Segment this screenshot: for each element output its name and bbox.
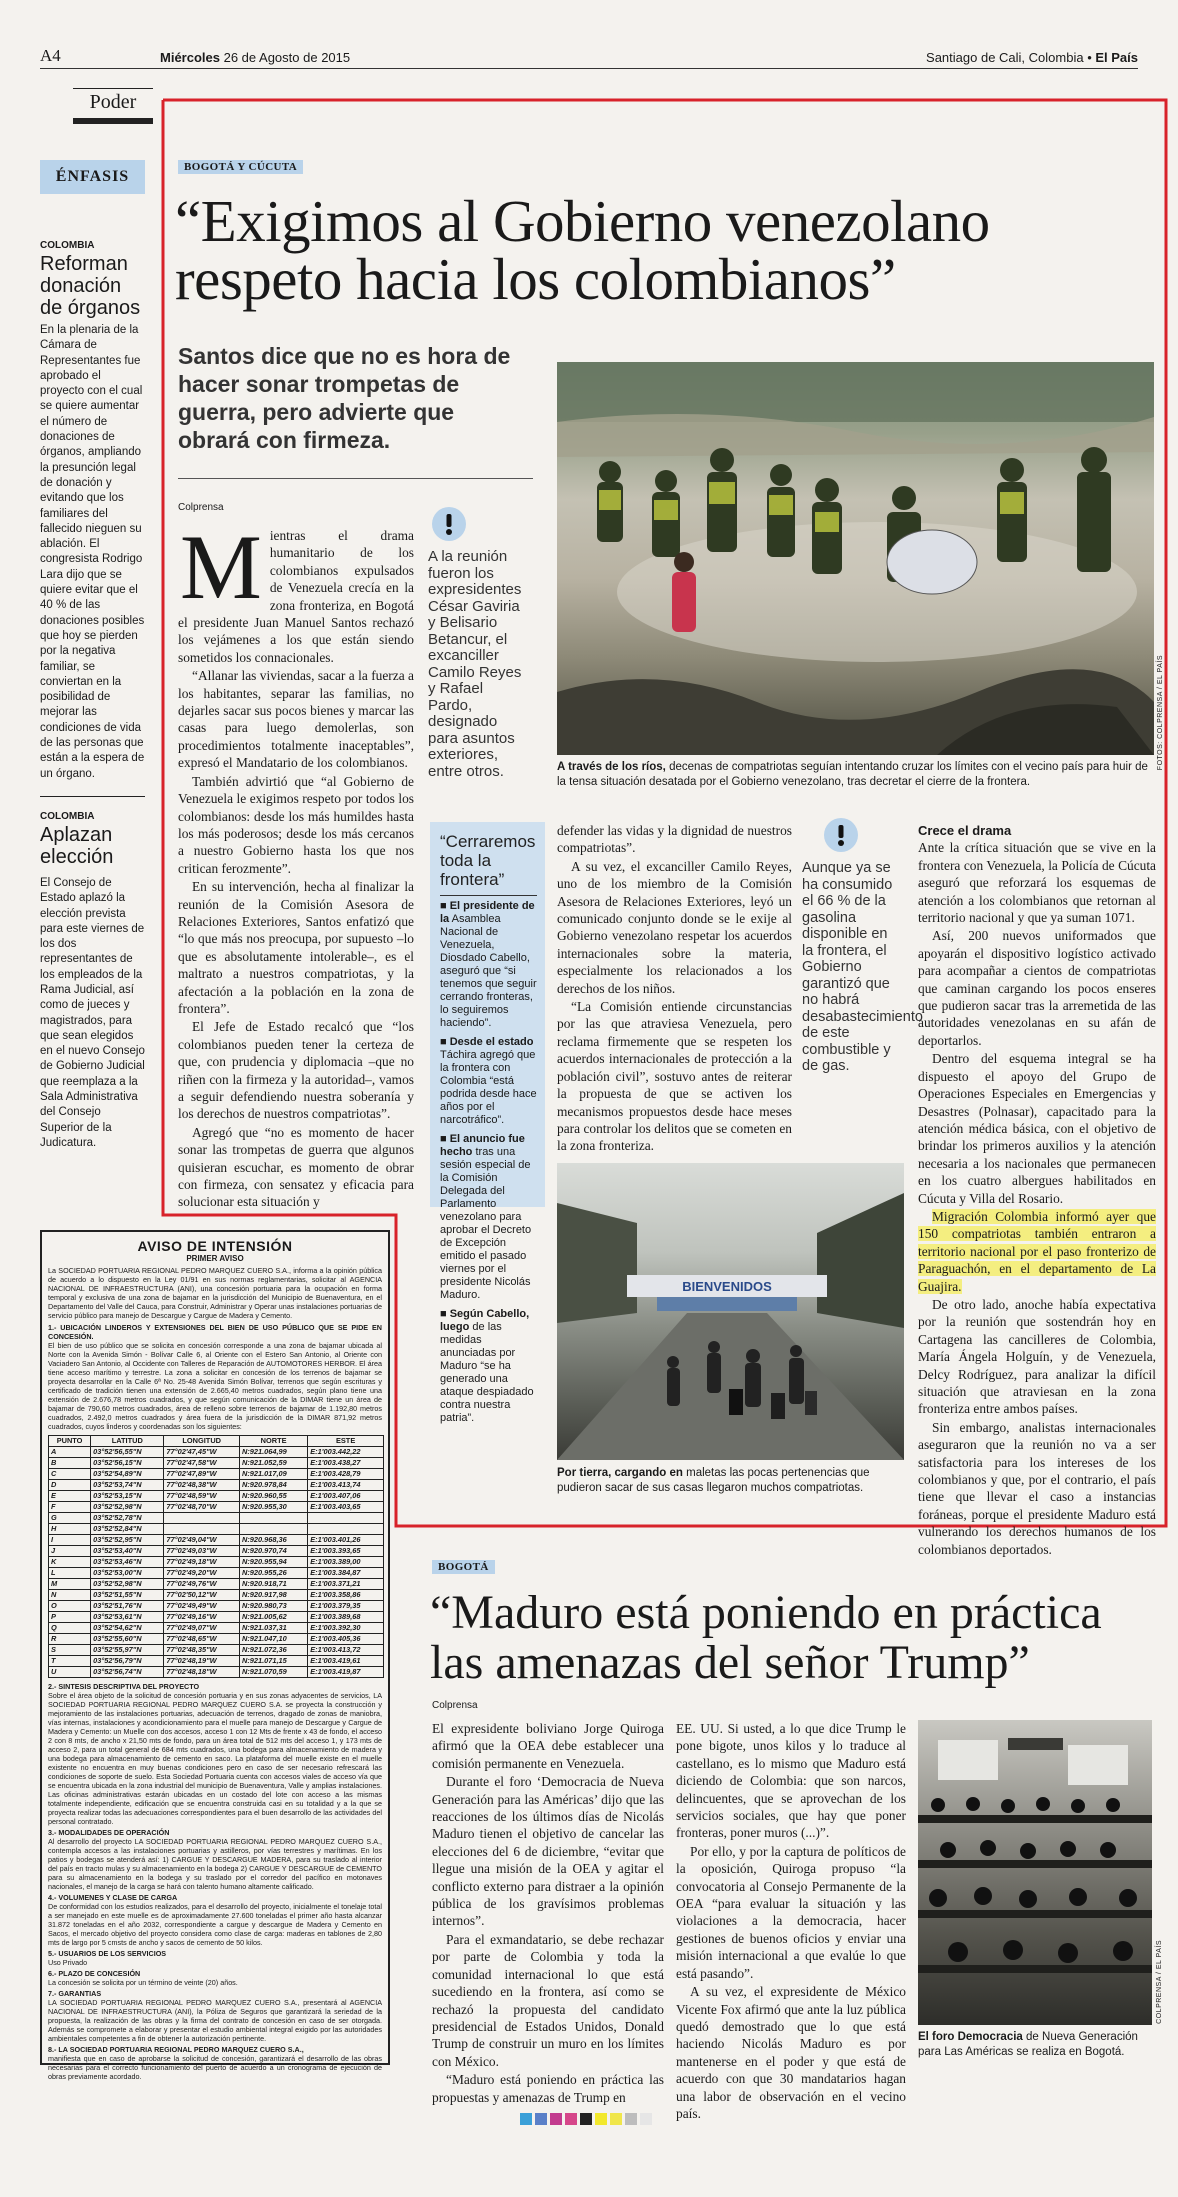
notice-section-title: 2.- SINTESIS DESCRIPTIVA DEL PROYECTO xyxy=(48,1682,200,1691)
table-cell: E:1'003.358,86 xyxy=(308,1590,384,1601)
table-cell: I xyxy=(49,1535,91,1546)
table-cell: 03°52'51,76"N xyxy=(91,1601,164,1612)
table-row xyxy=(49,1458,384,1469)
quote-box-item xyxy=(440,1133,537,1302)
table-cell: E:1'003.405,36 xyxy=(308,1634,384,1645)
photo2-caption xyxy=(557,1466,902,1496)
table-cell: E:1'003.379,35 xyxy=(308,1601,384,1612)
paragraph: “La Comisión entiende circunstancias por las que atraviesa Venezuela, pero reclama firmemente que se respeten los acuerdos internacionales de protección a la población civil”, sostuvo antes de reiterar la propuesta de que se activen los mecanismos propuestos desde hace meses para controlar los delitos que se cometen en la zona fronteriza. xyxy=(557,999,792,1154)
table-cell: L xyxy=(49,1568,91,1579)
info-icon xyxy=(824,818,858,852)
color-swatch xyxy=(580,2113,592,2125)
table-cell: 03°52'53,40"N xyxy=(91,1546,164,1557)
fact-box-1 xyxy=(428,507,528,780)
quote-box-item-text: Asamblea Nacional de Venezuela, Diosdado Cabello, aseguró que “si tenemos que seguir cerrando fronteras, lo seguiremos haciendo”. xyxy=(440,913,537,1029)
notice-section-title: 7.- GARANTIAS xyxy=(48,1989,102,1998)
legal-notice xyxy=(40,1230,390,2081)
fact-box-2 xyxy=(802,818,923,1075)
notice-section-text: De conformidad con los estudios realizados, para el desarrollo del proyecto, inicialmente el tonelaje total a ser manejado en este muelle es de aproximadamente 27.600 toneladas el primer año hasta alcanzar 31.872 toneladas en el año 2032, correspondiente a cargue y descargue de Madera y Cemento en Sacos, el mercado objetivo del proyecto considera como clase de carga: maderas en tablones de 2,80 mts de largo por 5 cmsts de ancho y sacos de cemento de 50 kilos. xyxy=(48,1902,382,1947)
table-cell: 03°52'53,00"N xyxy=(91,1568,164,1579)
table-row xyxy=(49,1557,384,1568)
table-cell: E:1'003.401,26 xyxy=(308,1535,384,1546)
table-cell: N:920.955,94 xyxy=(239,1557,307,1568)
table-cell: E:1'003.407,06 xyxy=(308,1491,384,1502)
issue-date xyxy=(160,50,350,65)
brand: El País xyxy=(1095,50,1138,65)
sidebar-item-tag: COLOMBIA xyxy=(40,810,95,822)
table-cell: 77°02'48,35"W xyxy=(164,1645,240,1656)
table-cell: N:921.072,36 xyxy=(239,1645,307,1656)
table-cell: E:1'003.393,65 xyxy=(308,1546,384,1557)
paragraph: Agregó que “no es momento de hacer sonar las trompetas de guerra que algunos quisieran escuchar, es momento de obrar con firmeza, con sensatez y eficacia para solucionar esta situación y xyxy=(178,1124,414,1210)
section-label xyxy=(73,88,153,124)
table-cell: E:1'003.419,87 xyxy=(308,1667,384,1678)
sidebar-item-tag: COLOMBIA xyxy=(40,240,95,251)
notice-section1-text: El bien de uso público que se solicita en concesión corresponde a una zona de bajamar ubicada al Norte con la Avenida Simón - Bolívar Calle 6, al Oriente con el Estero San Antonio, al Oriente con Vaciadero San Antonio, al Occidente con Talleres de Reparación de AUTOMOTORES HERBOR. El área tiene acceso marítimo y terrestre. La zona a solicitar en concesión de los terrenos de bajamar se proyecta desarrollar en la Calle 6ª No. 25-48 Avenida Simón Bolívar, terrenos que según escrituras y certificado de tradición tienen una extensión de 2.665,40 metros cuadrados, según plano tiene una extensión de 2.676,78 metros cuadrados, y que según comunicación de la DIMAR tiene un área de bajamar de 790,60 metros cuadrados, área de relleno sobre terrenos de bajamar de 1.192,80 metros cuadrados, 2.492,0 metros cuadrados y área fuera de la jurisdicción de la DIMAR 871,92 metros cuadrados, cuyos linderos y coordenadas son los siguientes: xyxy=(48,1341,382,1431)
notice-section-title: 3.- MODALIDADES DE OPERACIÓN xyxy=(48,1828,170,1837)
table-cell: F xyxy=(49,1502,91,1513)
table-cell: B xyxy=(49,1458,91,1469)
table-cell: N:920.918,71 xyxy=(239,1579,307,1590)
table-cell: 03°52'53,61"N xyxy=(91,1612,164,1623)
table-cell: 77°02'50,12"W xyxy=(164,1590,240,1601)
quote-box-item-bold: ■ El anuncio fue hecho xyxy=(440,1133,525,1158)
notice-section1-title: 1.- UBICACIÓN LINDEROS Y EXTENSIONES DEL BIEN DE USO PÚBLICO QUE SE PIDE EN CONCESIÓN. xyxy=(48,1323,382,1341)
table-cell: E:1'003.413,72 xyxy=(308,1645,384,1656)
table-cell: N:921.064,99 xyxy=(239,1447,307,1458)
table-cell: 03°52'52,98"N xyxy=(91,1502,164,1513)
article2-headline xyxy=(430,1588,1170,1688)
table-cell: O xyxy=(49,1601,91,1612)
article1-headline-line1: “Exigimos al Gobierno venezolano xyxy=(175,188,990,254)
sidebar-item xyxy=(40,240,145,782)
table-cell: 03°52'56,79"N xyxy=(91,1656,164,1667)
article2-headline-line2: las amenazas del señor Trump” xyxy=(430,1636,1030,1689)
photo1-caption-lead: A través de los ríos, xyxy=(557,761,666,773)
paragraph: Así, 200 nuevos uniformados que apoyarán el dispositivo logístico activado para acompañar a cientos de compatriotas que caminan cargando los pocos enseres que pudieron sacar tras la arremetida de las autoridades venezolanas en su afán de deportarlos. xyxy=(918,928,1156,1048)
color-swatch xyxy=(595,2113,607,2125)
table-cell: 77°02'48,59"W xyxy=(164,1491,240,1502)
notice-section-title: 8.- LA SOCIEDAD PORTUARIA REGIONAL PEDRO MARQUEZ CUERO S.A., xyxy=(48,2045,304,2054)
table-cell: 77°02'49,18"W xyxy=(164,1557,240,1568)
table-cell xyxy=(308,1524,384,1535)
table-cell: 77°02'49,20"W xyxy=(164,1568,240,1579)
table-row xyxy=(49,1447,384,1458)
table-row xyxy=(49,1480,384,1491)
subhead-rule xyxy=(178,478,533,479)
table-cell: 03°52'54,89"N xyxy=(91,1469,164,1480)
coordinates-table xyxy=(48,1435,384,1678)
article2-kicker: BOGOTÁ xyxy=(432,1560,495,1574)
table-cell: 03°52'56,74"N xyxy=(91,1667,164,1678)
table-cell: U xyxy=(49,1667,91,1678)
article1-subhead: Santos dice que no es hora de hacer sonar trompetas de guerra, pero advierte que obrará con firmeza. xyxy=(178,343,511,453)
sidebar-item xyxy=(40,811,145,1151)
table-cell: N:921.070,59 xyxy=(239,1667,307,1678)
color-swatch xyxy=(565,2113,577,2125)
table-cell: E:1'003.442,22 xyxy=(308,1447,384,1458)
paragraph: “Maduro está poniendo en práctica las propuestas y amenazas de Trump en xyxy=(432,2072,664,2105)
table-cell: 03°52'53,15"N xyxy=(91,1491,164,1502)
table-row xyxy=(49,1612,384,1623)
location: Santiago de Cali, Colombia xyxy=(926,50,1084,65)
table-cell: N:920.970,74 xyxy=(239,1546,307,1557)
table-cell: N:921.071,15 xyxy=(239,1656,307,1667)
notice-section-text: Al desarrollo del proyecto LA SOCIEDAD PORTUARIA REGIONAL PEDRO MARQUEZ CUERO S.A., contempla accesos a las instalaciones portuarias y astilleros, por vías terrestres y marítimas. En los patios y bodegas se atenderá así: 1) CARGUE Y DESCARGUE MADERA, para su traslado al interior del país en tracto mulas y su almacenamiento en la bodega 2) CARGUE Y DESCARGUE de CEMENTO para su almacenamiento en la bodega y su traslado por el corredor del pacífico en motonaves nacionales, el manejo de la carga se hará con talento humano altamente calificado. xyxy=(48,1837,382,1891)
table-cell: N:921.052,59 xyxy=(239,1458,307,1469)
paragraph: El Jefe de Estado recalcó que “los colombianos pueden tener la certeza de que, con prudencia y diplomacia –que no riñen con la firmeza y la autoridad–, vamos a seguir defendiendo nuestra soberanía y los derechos de nuestros compatriotas”. xyxy=(178,1019,414,1122)
table-header: LATITUD xyxy=(91,1436,164,1447)
border-walk-photo xyxy=(557,1163,904,1460)
table-cell: E:1'003.438,27 xyxy=(308,1458,384,1469)
photo1-caption-text: decenas de compatriotas seguían intentando cruzar los límites con el vecino país para huir de la tensa situación desatada por el Gobierno venezolano, tras decretar el cierre de la frontera. xyxy=(557,761,1148,788)
table-cell: 03°52'56,15"N xyxy=(91,1458,164,1469)
table-row xyxy=(49,1502,384,1513)
table-cell: E:1'003.389,00 xyxy=(308,1557,384,1568)
table-cell: P xyxy=(49,1612,91,1623)
table-cell: T xyxy=(49,1656,91,1667)
sidebar-item-body: En la plenaria de la Cámara de Representantes fue aprobado el proyecto con el cual se quiere aumentar el número de donaciones de órganos, ampliando la presunción legal de donación y evitando que los familiares del fallecido nieguen su ablación. El congresista Rodrigo Lara dijo que se quiere evitar que el 40 % de las donaciones posibles que hoy se pierden por la negativa familiar, se conviertan en la posibilidad de mejorar las condiciones de vida de las personas que están a la espera de un órgano. xyxy=(40,324,145,780)
border-walk-illustration xyxy=(557,1163,904,1460)
notice-section-text: Uso Privado xyxy=(48,1958,88,1967)
table-cell: G xyxy=(49,1513,91,1524)
table-header: LONGITUD xyxy=(164,1436,240,1447)
table-cell: J xyxy=(49,1546,91,1557)
coordinates-table-body xyxy=(49,1447,384,1678)
table-cell: N:920.978,84 xyxy=(239,1480,307,1491)
table-cell: E:1'003.403,65 xyxy=(308,1502,384,1513)
table-cell: N:920.960,55 xyxy=(239,1491,307,1502)
table-cell: N:920.955,30 xyxy=(239,1502,307,1513)
table-row xyxy=(49,1535,384,1546)
paragraph: Ante la crítica situación que se vive en la frontera con Venezuela, la Policía de Cúcuta aseguró que reforzará los esquemas de atención a los colombianos que retornan al territorio nacional y que ya suman 1071. xyxy=(918,840,1156,926)
notice-section-title: 5.- USUARIOS DE LOS SERVICIOS xyxy=(48,1949,167,1958)
notice-sections xyxy=(48,1682,382,2081)
color-swatch xyxy=(535,2113,547,2125)
color-swatch xyxy=(625,2113,637,2125)
table-row xyxy=(49,1634,384,1645)
table-row xyxy=(49,1623,384,1634)
table-cell: 03°52'52,84"N xyxy=(91,1524,164,1535)
table-row xyxy=(49,1513,384,1524)
table-cell: E:1'003.384,87 xyxy=(308,1568,384,1579)
table-cell: 77°02'47,89"W xyxy=(164,1469,240,1480)
photo2-caption-lead: Por tierra, cargando en xyxy=(557,1467,683,1479)
paragraph: El expresidente boliviano Jorge Quiroga afirmó que la OEA debe establecer una comisión permanente en Venezuela. xyxy=(432,1721,664,1771)
article1-kicker: BOGOTÁ Y CÚCUTA xyxy=(178,160,303,174)
table-cell xyxy=(164,1524,240,1535)
photo1-credit: FOTOS: COLPRENSA / EL PAÍS xyxy=(1157,655,1164,771)
highlighted-paragraph xyxy=(918,1208,1156,1295)
notice-section-text: La concesión se solicita por un término de veinte (20) años. xyxy=(48,1978,238,1987)
table-cell: Q xyxy=(49,1623,91,1634)
table-cell: 03°52'54,62"N xyxy=(91,1623,164,1634)
photo3-caption-text: de Nueva Generación para Las Américas se realiza en Bogotá. xyxy=(918,2031,1138,2058)
forum-illustration xyxy=(918,1720,1152,2025)
info-icon xyxy=(432,507,466,541)
table-cell: M xyxy=(49,1579,91,1590)
table-cell: A xyxy=(49,1447,91,1458)
table-cell xyxy=(239,1524,307,1535)
notice-section-title: 6.- PLAZO DE CONCESIÓN xyxy=(48,1969,141,1978)
river-crossing-photo xyxy=(557,362,1154,755)
table-cell: S xyxy=(49,1645,91,1656)
paragraph: “Allanar las viviendas, sacar a la fuerza a los habitantes, separar las familias, no dejarles sacar sus pocos bienes y marcar las casas para luego demolerlas, son procedimientos totalmente inaceptables”, expresó el Mandatario de los colombianos. xyxy=(178,668,414,771)
article2-col1 xyxy=(432,1720,664,2107)
paragraph: Por ello, y por la captura de políticos de la oposición, Quiroga propuso “la convocatoria al Consejo Permanente de la OEA “para evaluar la situación y las violaciones a la democracia, hacer gestiones de buenos oficios y enviar una misión internacional a que evalúe lo que está pasando”. xyxy=(676,1843,906,1981)
table-row xyxy=(49,1491,384,1502)
table-cell: 77°02'49,16"W xyxy=(164,1612,240,1623)
table-row xyxy=(49,1579,384,1590)
notice-section-text: LA SOCIEDAD PORTUARIA REGIONAL PEDRO MARQUEZ CUERO S.A., presentará al AGENCIA NACIONAL DE INFRAESTRUCTURA (ANI), la Póliza de Seguros que garantizará la seriedad de la propuesta, la realización de las obras y la firma del contrato de concesión en caso de ser otorgada. Además se compromete a elaborar y presentar el estudio ambiental integral exigido por las autoridades ambientales competentes a fin de obtener la autorización pertinente. xyxy=(48,1998,382,2043)
sidebar-item-body: El Consejo de Estado aplazó la elección prevista para este viernes de los dos representantes de los empleados de la Rama Judicial, así como de jueces y magistrados, para que sean elegidos en el nuevo Consejo de Gobierno Judicial que reemplaza a la Sala Administrativa del Consejo Superior de la Judicatura. xyxy=(40,876,145,1149)
paragraph: Dentro del esquema integral se ha dispuesto el apoyo del Grupo de Operaciones Especiales en Emergencias y Desastres (Polnasar), capacitado para la atención médica básica, con el objetivo de brindar los primeros auxilios y la atención necesaria a los nacionales que permanecen en los cuatro albergues habilitados en Cúcuta y Villa del Rosario. xyxy=(918,1051,1156,1206)
article2-byline: Colprensa xyxy=(432,1700,478,1711)
lead-text: ientras el drama humanitario de los colombianos expulsados de Venezuela crecía en la zona fronteriza, en Bogotá el presidente Juan Manuel Santos rechazó los vejámenes a los que están siendo sometidos los connacionales. xyxy=(178,528,414,665)
sidebar-divider xyxy=(40,796,145,797)
table-cell: 77°02'49,07"W xyxy=(164,1623,240,1634)
table-cell: 03°52'52,98"N xyxy=(91,1579,164,1590)
table-cell: 77°02'48,18"W xyxy=(164,1667,240,1678)
table-cell: 77°02'49,04"W xyxy=(164,1535,240,1546)
section-title: Poder xyxy=(89,91,137,113)
photo3-caption-lead: El foro Democracia xyxy=(918,2031,1023,2043)
paragraph: También advirtió que “al Gobierno de Venezuela le exigimos respeto por todos los colombianos: desde los más humildes hasta los más poderosos; desde los más cercanos a nuestro Gobierno hasta los que nos critican ferozmente”. xyxy=(178,773,414,876)
col4-title: Crece el drama xyxy=(918,823,1012,838)
paragraph: defender las vidas y la dignidad de nuestros compatriotas”. xyxy=(557,823,792,856)
photo2-banner-text: BIENVENIDOS xyxy=(682,1279,772,1294)
table-row xyxy=(49,1524,384,1535)
table-cell: 77°02'48,65"W xyxy=(164,1634,240,1645)
table-cell: E:1'003.392,30 xyxy=(308,1623,384,1634)
quote-box-title: “Cerraremos toda la frontera” xyxy=(440,832,536,889)
table-cell: N:920.968,36 xyxy=(239,1535,307,1546)
table-cell: D xyxy=(49,1480,91,1491)
table-header: NORTE xyxy=(239,1436,307,1447)
color-swatch xyxy=(520,2113,532,2125)
table-cell: 03°52'51,55"N xyxy=(91,1590,164,1601)
table-cell: C xyxy=(49,1469,91,1480)
article1-headline xyxy=(175,188,1160,312)
article1-col3 xyxy=(557,822,792,1156)
table-cell xyxy=(308,1513,384,1524)
river-crossing-illustration xyxy=(557,362,1154,755)
photo3-caption xyxy=(918,2030,1158,2060)
table-cell: 03°52'55,60"N xyxy=(91,1634,164,1645)
notice-title: AVISO DE INTENSIÓN xyxy=(137,1238,293,1254)
table-row xyxy=(49,1667,384,1678)
dateline: Santiago de Cali, Colombia • El País xyxy=(926,50,1138,65)
table-cell: H xyxy=(49,1524,91,1535)
table-cell: E:1'003.371,21 xyxy=(308,1579,384,1590)
paragraph: En su intervención, hecha al finalizar la reunión de la Comisión Asesora de Relaciones Exteriores, Santos enfatizó que “lo que más nos preocupa, por supuesto –lo que es absolutamente intolerable–, es el maltrato a nuestros compatriotas, y la afectación a la población en la zona de frontera”. xyxy=(178,879,414,1016)
table-cell: N:920.917,98 xyxy=(239,1590,307,1601)
table-cell: N:920.955,26 xyxy=(239,1568,307,1579)
quote-box-item xyxy=(440,1036,537,1127)
table-cell: E:1'003.419,61 xyxy=(308,1656,384,1667)
article2-headline-line1: “Maduro está poniendo en práctica xyxy=(430,1586,1102,1639)
table-cell xyxy=(239,1513,307,1524)
paragraph: EE. UU. Si usted, a lo que dice Trump le pone bigote, unos kilos y lo traduce al castellano, es lo mismo que Maduro está diciendo de Colombia: que son narcos, delincuentes, que se aprovechan de los servicios sociales, que hay que poner fronteras, poner muros (...)”. xyxy=(676,1721,906,1841)
article1-col1 xyxy=(178,516,414,1212)
article1-byline: Colprensa xyxy=(178,502,224,513)
table-cell: N xyxy=(49,1590,91,1601)
table-cell: 03°52'55,97"N xyxy=(91,1645,164,1656)
paragraph: De otro lado, anoche había expectativa por la reunión que sostendrán hoy en Cartagena las cancilleres de Colombia, María Ángela Holguín, y de Venezuela, Delcy Rodríguez, para analizar la difícil situación que atraviesan en la zona fronteriza entre ambos países. xyxy=(918,1296,1156,1417)
table-row xyxy=(49,1645,384,1656)
table-cell: N:921.005,62 xyxy=(239,1612,307,1623)
paragraph: Durante el foro ‘Democracia de Nueva Generación para las Américas’ dijo que las reacciones de los últimos días de Nicolás Maduro tienen el objetivo de cancelar las elecciones del 6 de diciembre, “evitar que llegue una misión de la OEA y agitar el conflicto externo para distraer a la opinión pública de los gravísimos problemas internos”. xyxy=(432,1774,664,1929)
table-header: PUNTO xyxy=(49,1436,91,1447)
table-cell: 03°52'53,46"N xyxy=(91,1557,164,1568)
notice-intro: La SOCIEDAD PORTUARIA REGIONAL PEDRO MARQUEZ CUERO S.A., informa a la opinión pública de acuerdo a lo dispuesto en la Ley 01/91 en sus normas reglamentarias, solicitar al AGENCIA NACIONAL DE INFRAESTRUCTURA (ANI), una concesión portuaria para la ocupación en forma temporal y exclusiva de una zona de bajamar en la jurisdicción del Municipio de Buenaventura, en el Departamento del Valle del Cauca, para Construir, Administrar y Operar unas instalaciones portuarias de servicio público para manejo de Descargue y Cargue de Madera y Cemento. xyxy=(48,1266,382,1320)
photo1-caption xyxy=(557,760,1157,790)
forum-photo xyxy=(918,1720,1152,2025)
quote-box-item xyxy=(440,900,537,1030)
article2-col2 xyxy=(676,1720,906,2123)
article1-headline-line2: respeto hacia los colombianos” xyxy=(175,246,896,312)
paragraph: Para el exmandatario, se debe rechazar por parte de Colombia y toda la comunidad internacional lo que está sucediendo en la frontera, así como se rechazó la propuesta del candidato presidencial de Estados Unidos, Donald Trump de construir un muro en los límites con México. xyxy=(432,1931,664,2069)
table-cell: 03°52'52,78"N xyxy=(91,1513,164,1524)
table-cell: E xyxy=(49,1491,91,1502)
color-swatch xyxy=(610,2113,622,2125)
table-cell: 77°02'48,19"W xyxy=(164,1656,240,1667)
table-cell: 77°02'49,03"W xyxy=(164,1546,240,1557)
sidebar-item-headline: Reforman donación de órganos xyxy=(40,253,141,319)
table-cell: N:921.037,31 xyxy=(239,1623,307,1634)
photo3-credit: COLPRENSA / EL PAÍS xyxy=(1156,1940,1163,2024)
paragraph: A su vez, el excanciller Camilo Reyes, uno de los miembro de la Comisión Asesora de Relaciones Exteriores, leyó un comunicado conjunto donde se le exije al Gobierno venezolano respetar los acuerdos internacionales sobre la materia, especialmente los relacionados a los derechos de los niños. xyxy=(557,858,792,996)
page-number: A4 xyxy=(40,46,61,65)
quote-box-item-bold: ■ El presidente de la xyxy=(440,900,535,925)
table-cell: E:1'003.413,74 xyxy=(308,1480,384,1491)
table-cell: 77°02'49,49"W xyxy=(164,1601,240,1612)
table-row xyxy=(49,1469,384,1480)
sidebar-item-headline: Aplazan elección xyxy=(40,823,114,868)
table-cell: 03°52'53,74"N xyxy=(91,1480,164,1491)
quote-box-item-bold: ■ Según Cabello, luego xyxy=(440,1308,530,1333)
table-cell xyxy=(164,1513,240,1524)
table-cell: 77°02'47,45"W xyxy=(164,1447,240,1458)
notice-subtitle: PRIMER AVISO xyxy=(186,1254,244,1263)
table-cell: N:920.980,73 xyxy=(239,1601,307,1612)
paragraph: Sin embargo, analistas internacionales aseguraron que la reunión no va a ser satisfactoria para los intereses de los colombianos y que, por el contrario, el país tiene que llevar el caso a instancias foráneas, porque el presidente Maduro está vulnerando los derechos humanos de los colombianos deportados. xyxy=(918,1419,1156,1557)
quote-box-item xyxy=(440,1308,537,1425)
table-cell: N:921.047,10 xyxy=(239,1634,307,1645)
table-cell: N:921.017,09 xyxy=(239,1469,307,1480)
date-day: Miércoles xyxy=(160,50,220,65)
sidebar xyxy=(40,160,145,1151)
paragraph: A su vez, el expresidente de México Vicente Fox afirmó que ante la luz pública quedó demostrado que lo que está haciendo Nicolás Maduro es por mantenerse en el poder y que está de acuerdo con que 30 mandatarios hagan una labor de observación en el vecino país. xyxy=(676,1984,906,2121)
table-row xyxy=(49,1568,384,1579)
photo2-caption-text: maletas las pocas pertenencias que pudieron sacar de sus casas llegaron muchos compatriotas. xyxy=(557,1467,870,1494)
notice-section-text: manifiesta que en caso de aprobarse la solicitud de concesión, garantizará el desarrollo de las obras necesarias para el correcto funcionamiento del puerto de acuerdo a un cronograma de ejecución de obras previamente acordado. xyxy=(48,2054,382,2081)
sidebar-title-text: ÉNFASIS xyxy=(55,168,130,185)
header-rule xyxy=(40,68,1138,69)
table-cell: 77°02'47,58"W xyxy=(164,1458,240,1469)
table-cell: R xyxy=(49,1634,91,1645)
table-cell: 77°02'49,76"W xyxy=(164,1579,240,1590)
table-header: ESTE xyxy=(308,1436,384,1447)
lead-paragraph xyxy=(178,516,414,666)
color-swatch xyxy=(640,2113,652,2125)
table-row xyxy=(49,1601,384,1612)
quote-box-item-text: tras una sesión especial de la Comisión Delegada del Parlamento venezolano para aprobar el Decreto de Excepción emitido el pasado viernes por el presidente Nicolás Maduro. xyxy=(440,1146,532,1301)
table-header-row xyxy=(49,1436,384,1447)
dropcap: M xyxy=(180,516,262,618)
table-cell: K xyxy=(49,1557,91,1568)
color-swatch xyxy=(550,2113,562,2125)
notice-section-text: Sobre el área objeto de la solicitud de concesión portuaria y en sus zonas adyacentes de servicios, LA SOCIEDAD PORTUARIA REGIONAL PEDRO MARQUEZ CUERO S.A. se proyecta la construcción y mejoramiento de las instalaciones portuarias, adecuación de terrenos, dragado de zonas de maniobra, vías internas, instalaciones y acondicionamiento para el muelle para manejo de Descargue y Cargue de Madera y Cemento: un Muelle con dos accesos, acceso 1 con 12 Mts de frente x 43 de fondo, el acceso 2 con 8 mts, de ancho x 21,50 mts de fondo, para un área total de 512 mts del acceso 1, y 173 mts de acceso 2, para un total general de 684 mts cuadrados, una bodega para almacenamiento de madera y una bodega para almacenamiento de cemento en saco. La plataforma del muelle existe en el muelle existente no encuentra en muy buenas condiciones pero en caso de ser necesario refrescará las condiciones de soporte de suelo. Esta Sociedad Portuaria cuenta con accesos viales de acceso vía que se encuentra ubicada en la zona industrial del municipio de Buenaventura, Valle y amplias instalaciones. Las oficinas administrativas estarán ubicadas en un costado del lote con acceso a las mismas totalmente independiente, edificación que se encuentra construida casi en su totalidad y a la que se proyecta realizar todas las adecuaciones correspondientes para el buen desarrollo de las actividades del personal contratado. xyxy=(48,1691,382,1826)
article1-col4 xyxy=(918,822,1156,1559)
exclamation-icon xyxy=(432,507,466,541)
table-cell: 77°02'48,38"W xyxy=(164,1480,240,1491)
table-cell: 03°52'56,55"N xyxy=(91,1447,164,1458)
print-color-bar xyxy=(520,2112,655,2126)
table-cell: 03°52'52,95"N xyxy=(91,1535,164,1546)
quote-box-item-bold: ■ Desde el estado xyxy=(440,1036,534,1048)
table-cell: 77°02'48,70"W xyxy=(164,1502,240,1513)
fact-box-1-text: A la reunión fueron los expresidentes César Gaviria y Belisario Betancur, el excanciller Camilo Reyes y Rafael Pardo, designado para asuntos exteriores, entre otros. xyxy=(428,548,522,780)
quote-box xyxy=(430,822,545,1424)
exclamation-icon xyxy=(824,818,858,852)
quote-box-item-text: Táchira agregó que la frontera con Colombia “está podrida desde hace años por el narcotráfico”. xyxy=(440,1049,537,1126)
sidebar-title xyxy=(40,160,145,194)
date-rest: 26 de Agosto de 2015 xyxy=(223,50,351,65)
highlight-text: Migración Colombia informó ayer que 150 compatriotas también entraron a territorio nacional por el paso fronterizo de Paraguachón, en el departamento de La Guajira. xyxy=(918,1208,1156,1294)
fact-box-2-text: Aunque ya se ha consumido el 66 % de la gasolina disponible en la frontera, el Gobierno garantizó que no habrá desabastecimiento de este combustible y de gas. xyxy=(802,860,923,1074)
table-cell: E:1'003.428,79 xyxy=(308,1469,384,1480)
table-row xyxy=(49,1590,384,1601)
table-row xyxy=(49,1656,384,1667)
quote-box-rule xyxy=(440,895,537,896)
quote-box-item-text: de las medidas anunciadas por Maduro “se ha generado una ataque despiadado contra nuestra patria”. xyxy=(440,1321,534,1424)
table-cell: E:1'003.389,68 xyxy=(308,1612,384,1623)
notice-section-title: 4.- VOLUMENES Y CLASE DE CARGA xyxy=(48,1893,178,1902)
table-row xyxy=(49,1546,384,1557)
